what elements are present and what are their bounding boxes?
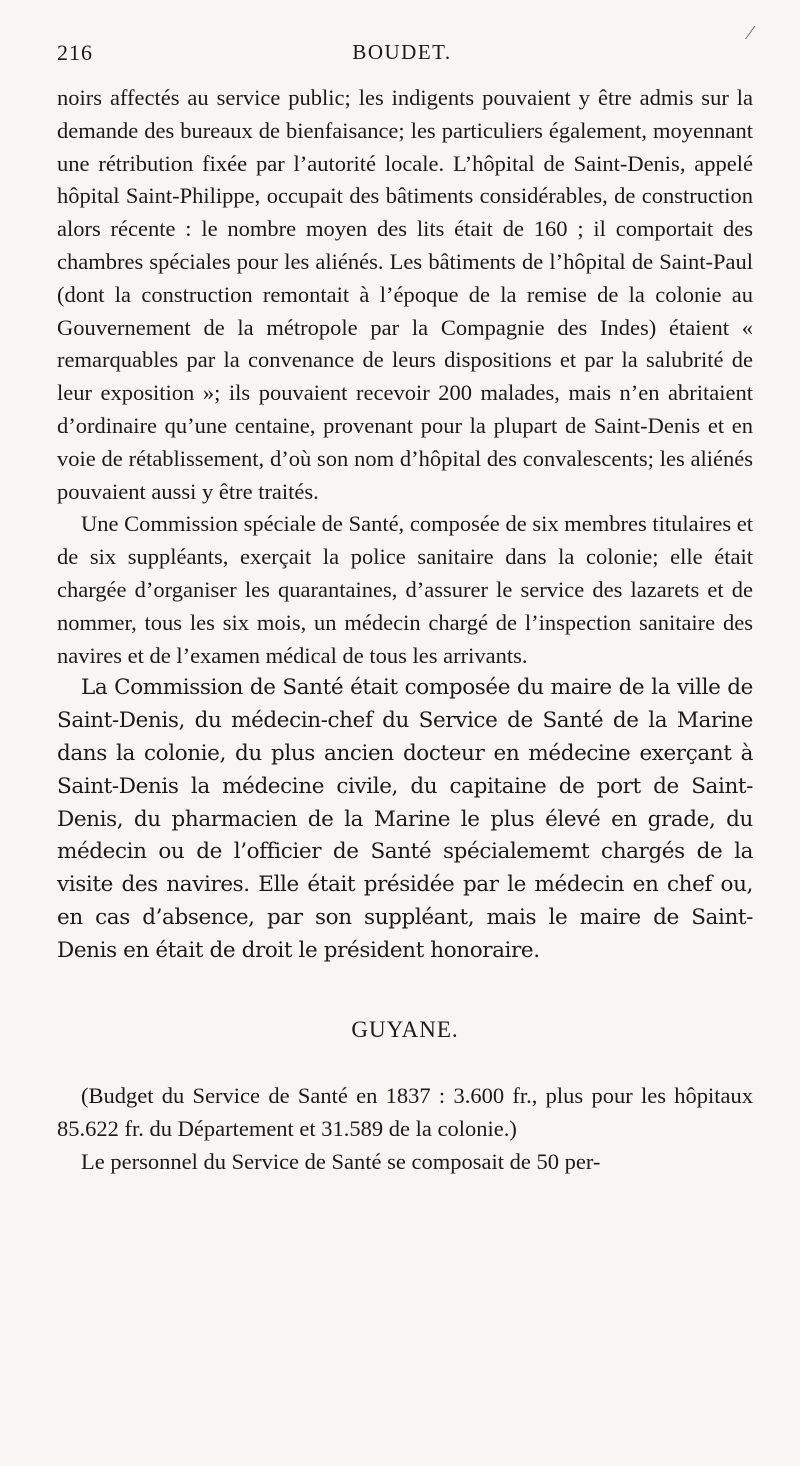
paragraph-budget: (Budget du Service de Santé en 1837 : 3.600 fr., plus pour les hôpitaux 85.622 fr. du Département et 31.589 de la colonie.) bbox=[57, 1083, 753, 1142]
section-heading-guyane: GUYANE. bbox=[351, 1016, 459, 1042]
paragraph-health-commission: Une Commission spéciale de Santé, composée de six membres titulaires et de six suppléants, exerçait la police sanitaire dans la colonie; elle était chargée d’organiser les quarantaines, d’assurer le service des lazarets et de nommer, tous les six mois, un médecin chargé de l’inspection sanitaire des navires et de l’examen médical de tous les arrivants. bbox=[57, 511, 753, 668]
paragraph-hospitals: noirs affectés au service public; les indigents pouvaient y être admis sur la demande des bureaux de bienfaisance; les particuliers également, moyennant une rétribution fixée par l’autorité locale. L’hôpital de Saint-Denis, appelé hôpital Saint-Philippe, occupait des bâtiments considérables, de construction alors récente : le nombre moyen des lits était de 160 ; il comportait des chambres spéciales pour les aliénés. Les bâtiments de l’hôpital de Saint-Paul (dont la construction remontait à l’époque de la remise de la colonie au Gouvernement de la métropole par la Compagnie des Indes) étaient « remarquables par la convenance de leurs dispositions et par la salubrité de leur exposition »; ils pouvaient recevoir 200 malades, mais n’en abritaient d’ordinaire qu’une centaine, provenant pour la plupart de Saint-Denis et en voie de rétablissement, d’où son nom d’hôpital des convalescents; les aliénés pouvaient aussi y être traités. bbox=[57, 85, 753, 504]
margin-mark: ⁄ bbox=[748, 22, 752, 44]
paragraph-personnel: Le personnel du Service de Santé se composait de 50 per- bbox=[81, 1148, 601, 1174]
body-text bbox=[57, 82, 753, 1179]
page-header bbox=[57, 22, 752, 70]
paragraph-commission-composition: La Commission de Santé était composée du maire de la ville de Saint-Denis, du médecin-chef du Service de Santé de la Marine dans la colonie, du plus ancien docteur en médecine exerçant à Saint-Denis la médecine civile, du capitaine de port de Saint-Denis, du pharmacien de la Marine le plus élevé en grade, du médecin ou de l’officier de Santé spécialememt chargés de la visite des navires. Elle était présidée par le médecin en chef ou, en cas d’absence, par son suppléant, mais le maire de Saint-Denis en était de droit le président honoraire. bbox=[57, 675, 753, 963]
running-head: BOUDET. bbox=[352, 40, 452, 64]
page-number: 216 bbox=[57, 40, 93, 65]
